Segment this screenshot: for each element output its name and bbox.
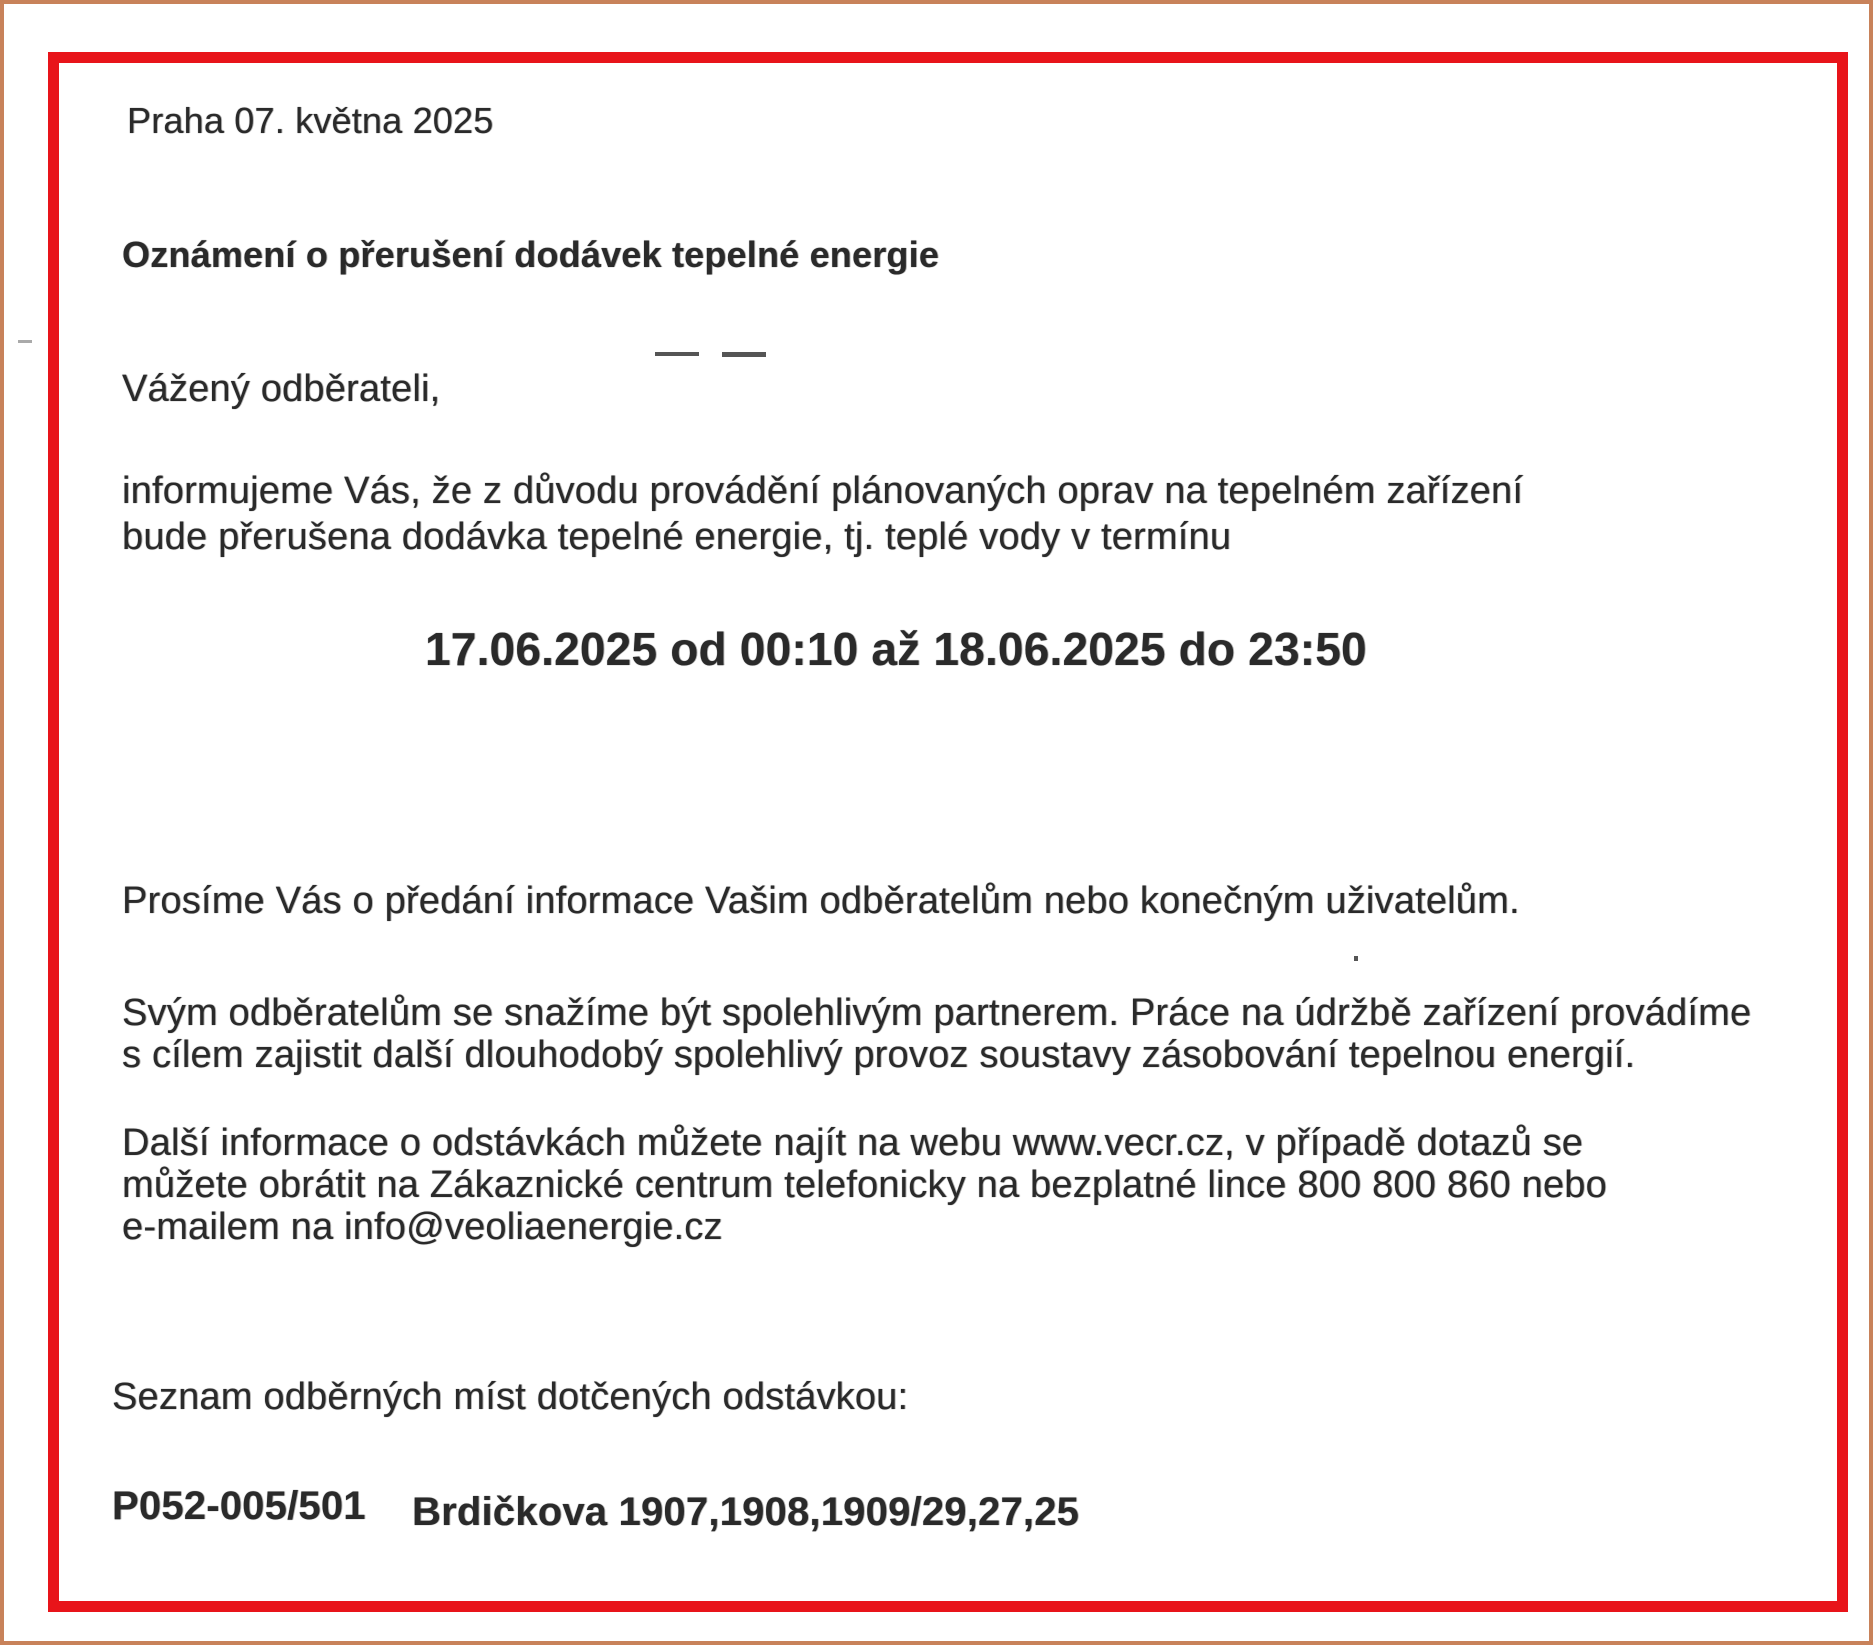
reliability-paragraph (122, 992, 1751, 1076)
paragraph-line: můžete obrátit na Zákaznické centrum telefonicky na bezplatné lince 800 800 860 nebo (122, 1164, 1607, 1206)
paragraph-line: Svým odběratelům se snažíme být spolehlivým partnerem. Práce na údržbě zařízení provádíme (122, 992, 1752, 1034)
paragraph-line: informujeme Vás, že z důvodu provádění plánovaných oprav na tepelném zařízení (122, 470, 1524, 512)
paragraph-line: Další informace o odstávkách můžete najít na webu www.vecr.cz, v případě dotazů se (122, 1122, 1584, 1164)
scan-artifact (1354, 956, 1358, 961)
contact-paragraph (122, 1122, 1607, 1248)
scan-artifact (18, 340, 32, 343)
site-address: Brdičkova 1907,1908,1909/29,27,25 (412, 1490, 1080, 1534)
greeting: Vážený odběrateli, (122, 368, 441, 410)
paragraph-line: s cílem zajistit další dlouhodobý spolehlivý provoz soustavy zásobování tepelnou energií. (122, 1034, 1636, 1076)
paragraph-line: e-mailem na info@veoliaenergie.cz (122, 1206, 723, 1248)
request-paragraph: Prosíme Vás o předání informace Vašim odběratelům nebo konečným uživatelům. (122, 880, 1520, 922)
site-code: P052-005/501 (112, 1484, 366, 1528)
paragraph-line: bude přerušena dodávka tepelné energie, tj. teplé vody v termínu (122, 516, 1232, 558)
place-date: Praha 07. května 2025 (127, 100, 494, 141)
letter-subject: Oznámení o přerušení dodávek tepelné energie (122, 234, 940, 275)
outage-period: 17.06.2025 od 00:10 až 18.06.2025 do 23:50 (425, 623, 1367, 675)
scan-artifact (722, 352, 766, 357)
scan-artifact (655, 352, 699, 356)
notice-paragraph (122, 468, 1523, 560)
affected-sites-title: Seznam odběrných míst dotčených odstávkou: (112, 1376, 909, 1418)
